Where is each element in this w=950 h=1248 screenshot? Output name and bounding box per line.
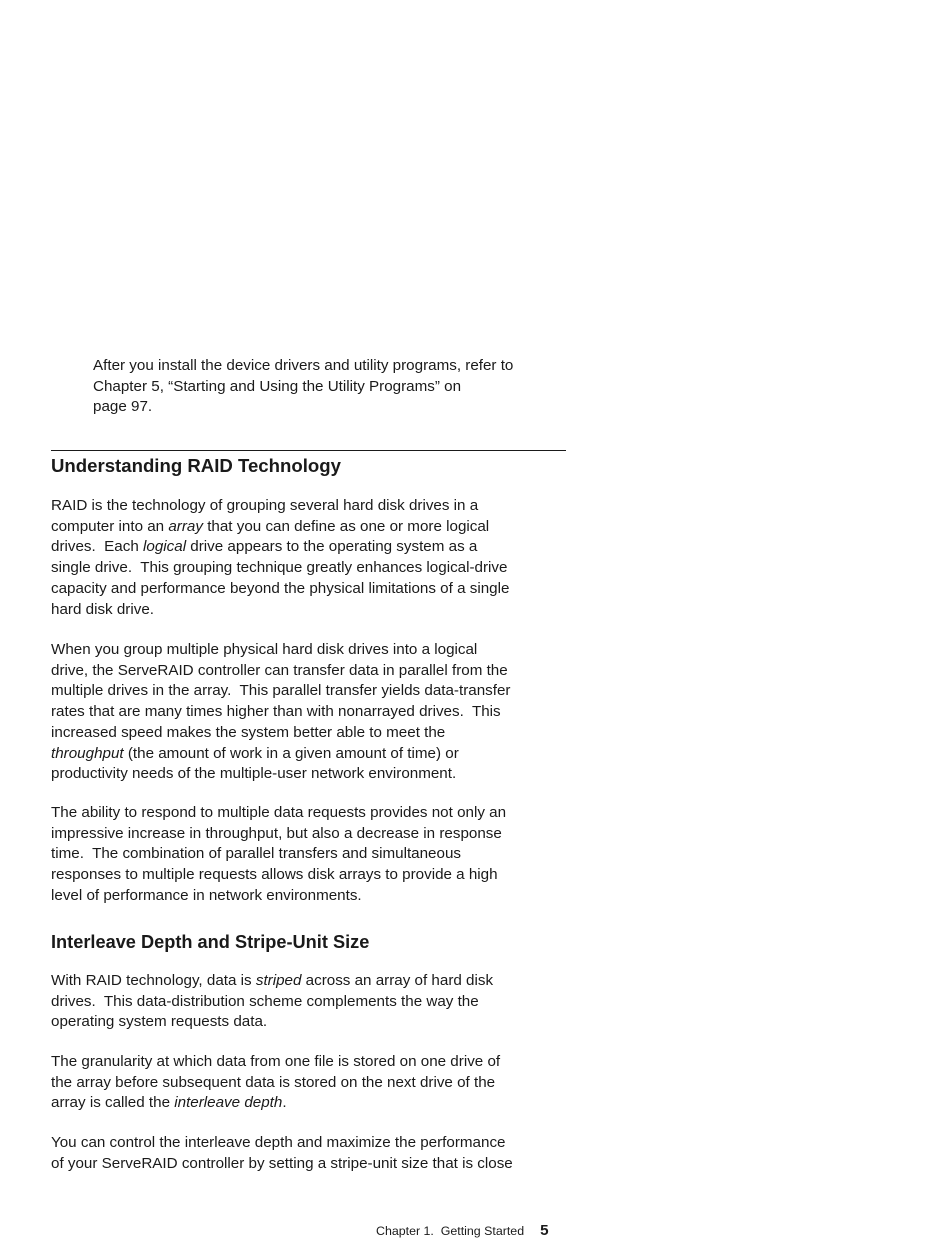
text-line: responses to multiple requests allows disk arrays to provide a high [51, 866, 498, 884]
term-array: array [168, 517, 203, 535]
text-line: You can control the interleave depth and maximize the performance [51, 1134, 506, 1151]
text-line: single drive. This grouping technique greatly enhances logical-drive [51, 559, 508, 577]
text-line: With RAID technology, data is striped across an array of hard disk [51, 972, 494, 989]
text-line: rates that are many times higher than with nonarrayed drives. This [51, 703, 501, 721]
text-line: level of performance in network environments. [51, 886, 362, 904]
raid-paragraph-1 [51, 496, 571, 620]
interleave-paragraph-3 [51, 1133, 571, 1174]
text-line: RAID is the technology of grouping several hard disk drives in a [51, 497, 479, 514]
text-line: operating system requests data. [51, 1013, 268, 1031]
section-heading-interleave: Interleave Depth and Stripe-Unit Size [51, 932, 370, 952]
text-line: When you group multiple physical hard disk drives into a logical [51, 641, 478, 658]
footer-chapter-title: Chapter 1. Getting Started [376, 1224, 525, 1238]
intro-line: After you install the device drivers and utility programs, refer to [93, 357, 514, 374]
raid-paragraph-3 [51, 803, 571, 907]
text-line: of your ServeRAID controller by setting a stripe-unit size that is close [51, 1154, 513, 1172]
text-line: capacity and performance beyond the physical limitations of a single [51, 579, 510, 597]
page-number: 5 [540, 1222, 549, 1239]
term-throughput: throughput [51, 744, 124, 762]
text-line: productivity needs of the multiple-user network environment. [51, 765, 457, 783]
term-interleave-depth: interleave depth [174, 1094, 283, 1112]
text-line: array is called the interleave depth. [51, 1094, 287, 1112]
intro-line: Chapter 5, “Starting and Using the Utility Programs” on [93, 377, 462, 395]
interleave-paragraph-2 [51, 1052, 571, 1114]
text-line: The ability to respond to multiple data requests provides not only an [51, 804, 507, 821]
text-line: the array before subsequent data is stored on the next drive of the [51, 1073, 496, 1091]
term-logical: logical [143, 538, 187, 556]
section-rule [51, 450, 566, 451]
text-line: time. The combination of parallel transfers and simultaneous [51, 845, 461, 863]
text-line: computer into an array that you can define as one or more logical [51, 517, 490, 535]
term-striped: striped [255, 972, 302, 989]
section-heading-raid: Understanding RAID Technology [51, 455, 341, 476]
text-line: drives. This data-distribution scheme complements the way the [51, 992, 479, 1010]
text-line: throughput (the amount of work in a given amount of time) or [51, 744, 459, 762]
text-line: hard disk drive. [51, 600, 154, 618]
text-line: drives. Each logical drive appears to the operating system as a [51, 538, 478, 556]
intro-paragraph [93, 356, 573, 418]
interleave-paragraph-1 [51, 971, 571, 1033]
text-line: increased speed makes the system better able to meet the [51, 723, 446, 741]
text-line: impressive increase in throughput, but also a decrease in response [51, 824, 502, 842]
text-line: drive, the ServeRAID controller can transfer data in parallel from the [51, 661, 508, 679]
text-line: The granularity at which data from one file is stored on one drive of [51, 1053, 501, 1070]
text-line: multiple drives in the array. This parallel transfer yields data-transfer [51, 682, 511, 700]
page-footer [376, 1222, 549, 1240]
intro-line: page 97. [93, 398, 153, 416]
raid-paragraph-2 [51, 640, 571, 785]
